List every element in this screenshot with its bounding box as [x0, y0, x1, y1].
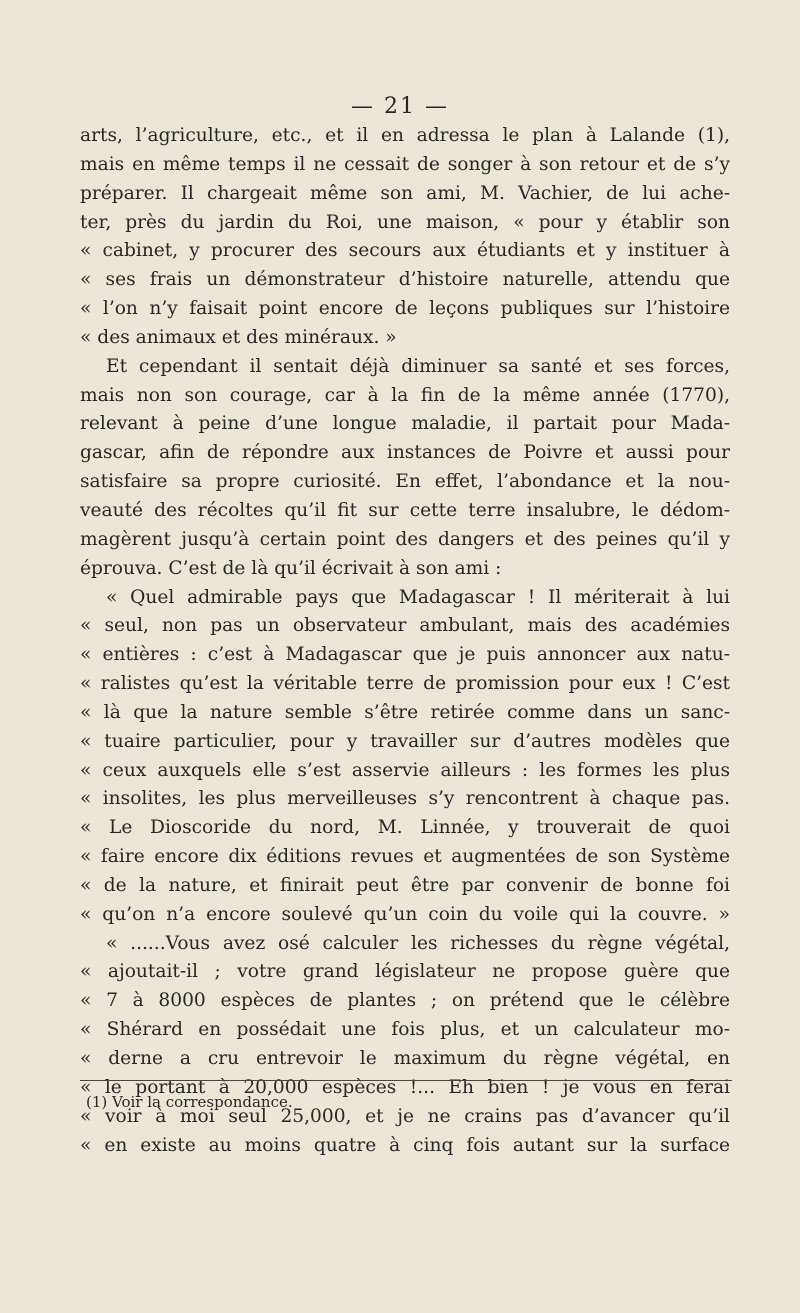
text-line: « le portant à 20,000 espèces !... Eh bien ! je vous en ferai [80, 1076, 730, 1098]
footnote-divider [80, 1080, 732, 1081]
text-line: « entières : c’est à Madagascar que je puis annoncer aux natu- [80, 644, 730, 666]
page-number: — 21 — [351, 94, 449, 119]
text-line: « 7 à 8000 espèces de plantes ; on prétend que le célèbre [80, 990, 730, 1012]
text-line: veauté des récoltes qu’il fit sur cette terre insalubre, le dédom- [80, 499, 730, 521]
text-line: « de la nature, et finirait peut être par convenir de bonne foi [80, 874, 730, 896]
text-line: Et cependant il sentait déjà diminuer sa santé et ses forces, [106, 355, 730, 377]
text-line: « Shérard en possédait une fois plus, et un calculateur mo- [80, 1019, 730, 1041]
text-line: « là que la nature semble s’être retirée comme dans un sanc- [80, 701, 730, 723]
text-line: mais en même temps il ne cessait de songer à son retour et de s’y [80, 153, 730, 175]
text-line: « des animaux et des minéraux. » [80, 326, 397, 348]
text-line: « ses frais un démonstrateur d’histoire naturelle, attendu que [80, 269, 730, 291]
text-line: « Quel admirable pays que Madagascar ! Il mériterait à lui [106, 586, 730, 608]
text-line: magèrent jusqu’à certain point des dangers et des peines qu’il y [80, 528, 730, 550]
text-line: « seul, non pas un observateur ambulant, mais des académies [80, 615, 730, 637]
text-line: « Le Dioscoride du nord, M. Linnée, y trouverait de quoi [80, 817, 730, 839]
text-line: « ajoutait-il ; votre grand législateur ne propose guère que [80, 961, 730, 983]
text-line: « cabinet, y procurer des secours aux étudiants et y instituer à [80, 240, 730, 262]
text-line: ter, près du jardin du Roi, une maison, « pour y établir son [80, 211, 730, 233]
text-line: gascar, afin de répondre aux instances de Poivre et aussi pour [80, 442, 730, 464]
text-line: satisfaire sa propre curiosité. En effet, l’abondance et la nou- [80, 471, 730, 493]
text-line: « qu’on n’a encore soulevé qu’un coin du voile qui la couvre. » [80, 903, 730, 925]
text-line: mais non son courage, car à la fin de la même année (1770), [80, 384, 730, 406]
footnote: (1) Voir la correspondance. [86, 1093, 293, 1111]
text-line: « ralistes qu’est la véritable terre de promission pour eux ! C’est [80, 673, 730, 695]
text-line: « ......Vous avez osé calculer les richesses du règne végétal, [106, 932, 730, 954]
text-line: « insolites, les plus merveilleuses s’y rencontrent à chaque pas. [80, 788, 730, 810]
text-line: « l’on n’y faisait point encore de leçons publiques sur l’histoire [80, 298, 730, 320]
text-line: préparer. Il chargeait même son ami, M. Vachier, de lui ache- [80, 182, 730, 204]
text-line: relevant à peine d’une longue maladie, il partait pour Mada- [80, 413, 730, 435]
body-text [80, 122, 730, 1160]
text-line: « ceux auxquels elle s’est asservie ailleurs : les formes les plus [80, 759, 730, 781]
text-line: éprouva. C’est de là qu’il écrivait à son ami : [80, 557, 502, 579]
text-line: « faire encore dix éditions revues et augmentées de son Système [80, 846, 730, 868]
text-line: « derne a cru entrevoir le maximum du règne végétal, en [80, 1048, 730, 1069]
text-line: « tuaire particulier, pour y travailler sur d’autres modèles que [80, 730, 730, 752]
text-line: arts, l’agriculture, etc., et il en adressa le plan à Lalande (1), [80, 125, 730, 146]
text-line: « voir à moi seul 25,000, et je ne crains pas d’avancer qu’il [80, 1105, 730, 1127]
text-line: « en existe au moins quatre à cinq fois autant sur la surface [80, 1134, 730, 1156]
